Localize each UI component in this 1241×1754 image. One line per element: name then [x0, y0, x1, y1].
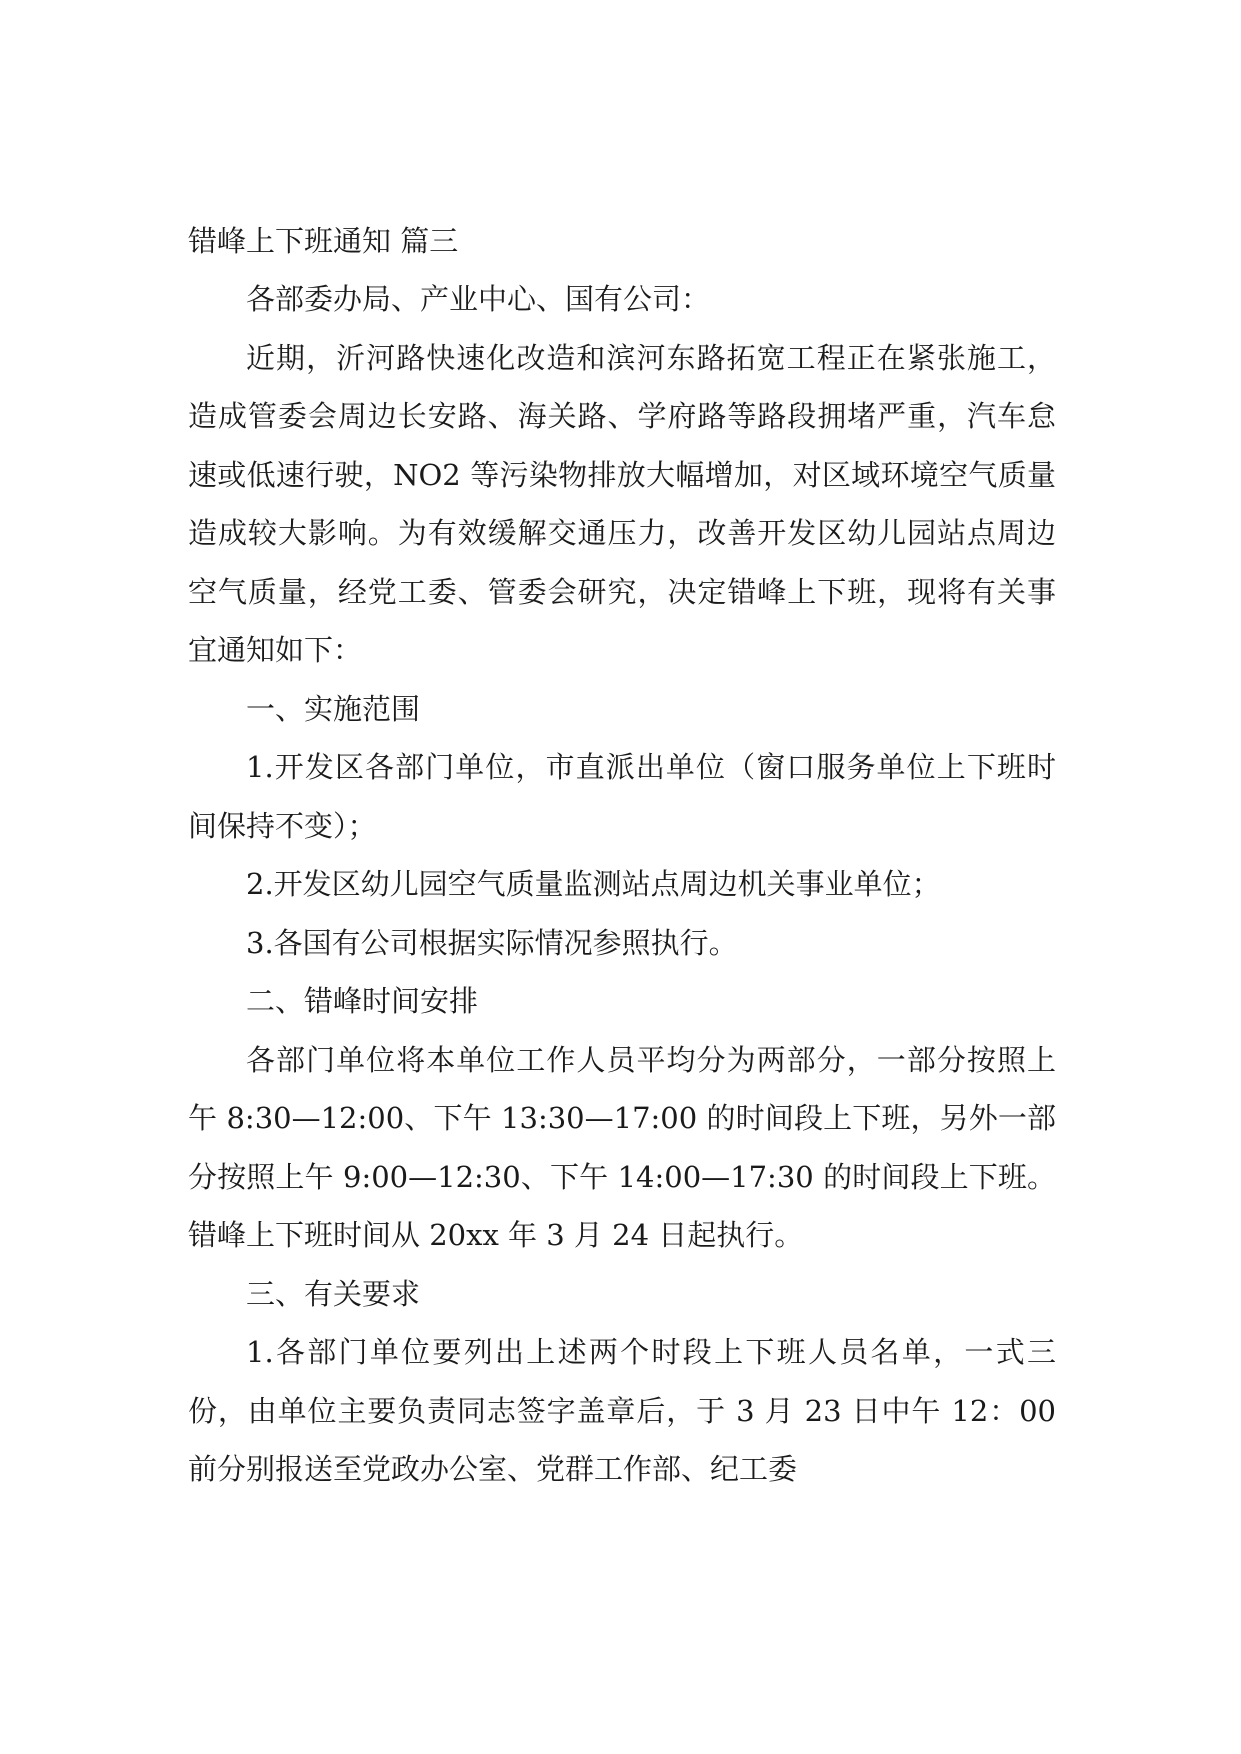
salutation: 各部委办局、产业中心、国有公司：: [246, 282, 711, 316]
section-heading-requirements: 三、有关要求: [246, 1276, 421, 1311]
scope-item-2: 2.开发区幼儿园空气质量监测站点周边机关事业单位；: [246, 867, 941, 901]
scope-item-3: 3.各国有公司根据实际情况参照执行。: [246, 925, 738, 960]
section-heading-scope: 一、实施范围: [246, 691, 421, 726]
intro-paragraph: 近期，沂河路快速化改造和滨河东路拓宽工程正在紧张施工，造成管委会周边长安路、海关路、学府路等路段拥堵严重，汽车怠速或低速行驶，NO2 等污染物排放大幅增加，对区域环境空气质量造成较大影响。为有效缓解交通压力，改善开发区幼儿园站点周边空气质量，经党工委、管委会研究，决定错峰上下班，现将有关事宜通知如下：: [188, 340, 1056, 667]
document-title: 错峰上下班通知 篇三: [188, 224, 459, 258]
requirement-item-1: 1.各部门单位要列出上述两个时段上下班人员名单，一式三份，由单位主要负责同志签字盖章后，于 3 月 23 日中午 12：00 前分别报送至党政办公室、党群工作部、纪工委: [188, 1335, 1056, 1486]
document-body: [188, 212, 1056, 1499]
schedule-paragraph: 各部门单位将本单位工作人员平均分为两部分，一部分按照上午 8:30—12:00、下午 13:30—17:00 的时间段上下班，另外一部分按照上午 9:00—12:30、下午 14:00—17:30 的时间段上下班。错峰上下班时间从 20xx 年 3 月 24 日起执行。: [188, 1042, 1056, 1252]
section-heading-schedule: 二、错峰时间安排: [246, 984, 479, 1018]
scope-item-1: 1.开发区各部门单位，市直派出单位（窗口服务单位上下班时间保持不变）；: [188, 750, 1056, 843]
